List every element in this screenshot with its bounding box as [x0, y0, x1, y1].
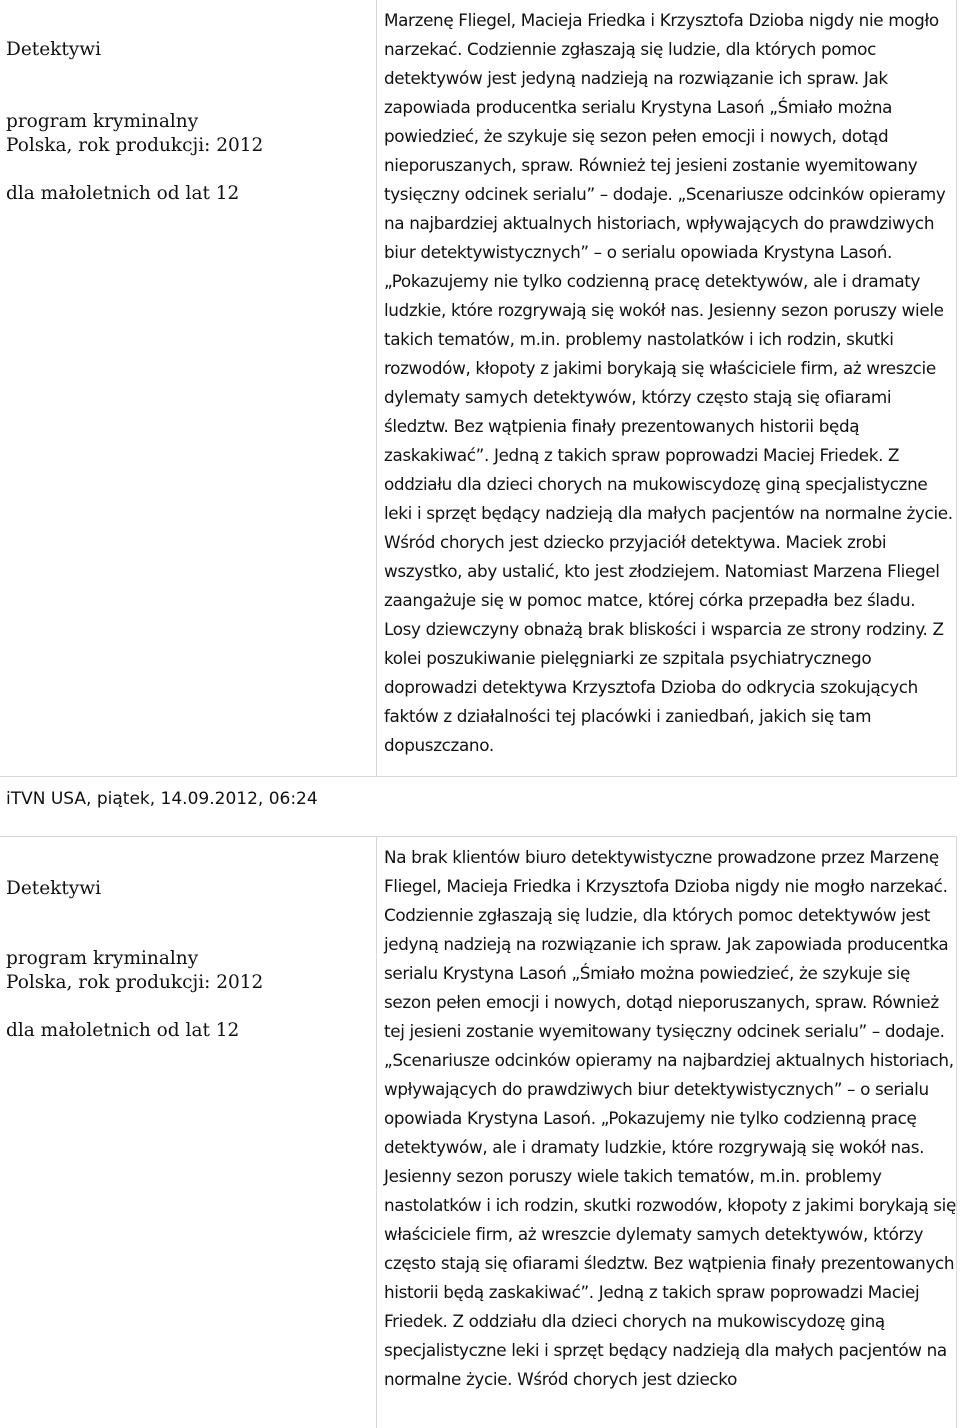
schedule-header: iTVN USA, piątek, 14.09.2012, 06:24: [6, 789, 318, 809]
program-entry: [0, 836, 960, 1428]
program-genre: program kryminalny: [6, 111, 199, 132]
program-production: Polska, rok produkcji: 2012: [6, 135, 264, 156]
program-genre: program kryminalny: [6, 948, 199, 969]
program-description: Na brak klientów biuro detektywistyczne prowadzone przez Marzenę Fliegel, Macieja Friedka i Krzysztofa Dzioba nigdy nie mogło narzekać. Codziennie zgłaszają się ludzie, dla których pomoc detektywów jest jedyną nadzieją na rozwiązanie ich spraw. Jak zapowiada producentka serialu Krystyna Lasoń „Śmiało można powiedzieć, że szykuje się sezon pełen emocji i nowych, dotąd nieporuszanych, spraw. Również tej jesieni zostanie wyemitowany tysięczny odcinek serialu” – dodaje. „Scenariusze odcinków opieramy na najbardziej aktualnych historiach, wpływających do prawdziwych biur detektywistycznych” – o serialu opowiada Krystyna Lasoń. „Pokazujemy nie tylko codzienną pracę detektywów, ale i dramaty ludzkie, które rozgrywają się wokół nas. Jesienny sezon poruszy wiele takich tematów, m.in. problemy nastolatków i ich rodzin, skutki rozwodów, kłopoty z jakimi borykają się właściciele firm, aż wreszcie dylematy samych detektywów, którzy często stają się ofiarami śledztw. Bez wątpienia finały prezentowanych historii będą zaskakiwać”. Jedną z takich spraw poprowadzi Maciej Friedek. Z oddziału dla dzieci chorych na mukowiscydozę giną specjalistyczne leki i sprzęt będący nadzieją dla małych pacjentów na normalne życie. Wśród chorych jest dziecko: [384, 847, 956, 1389]
program-title: Detektywi: [6, 878, 102, 899]
program-age-rating: dla małoletnich od lat 12: [6, 1020, 240, 1041]
program-production: Polska, rok produkcji: 2012: [6, 972, 264, 993]
program-description: Marzenę Fliegel, Macieja Friedka i Krzysztofa Dzioba nigdy nie mogło narzekać. Codziennie zgłaszają się ludzie, dla których pomoc detektywów jest jedyną nadzieją na rozwiązanie ich spraw. Jak zapowiada producentka serialu Krystyna Lasoń „Śmiało można powiedzieć, że szykuje się sezon pełen emocji i nowych, dotąd nieporuszanych, spraw. Również tej jesieni zostanie wyemitowany tysięczny odcinek serialu” – dodaje. „Scenariusze odcinków opieramy na najbardziej aktualnych historiach, wpływających do prawdziwych biur detektywistycznych” – o serialu opowiada Krystyna Lasoń. „Pokazujemy nie tylko codzienną pracę detektywów, ale i dramaty ludzkie, które rozgrywają się wokół nas. Jesienny sezon poruszy wiele takich tematów, m.in. problemy nastolatków i ich rodzin, skutki rozwodów, kłopoty z jakimi borykają się właściciele firm, aż wreszcie dylematy samych detektywów, którzy często stają się ofiarami śledztw. Bez wątpienia finały prezentowanych historii będą zaskakiwać”. Jedną z takich spraw poprowadzi Maciej Friedek. Z oddziału dla dzieci chorych na mukowiscydozę giną specjalistyczne leki i sprzęt będący nadzieją dla małych pacjentów na normalne życie. Wśród chorych jest dziecko przyjaciół detektywa. Maciek zrobi wszystko, aby ustalić, kto jest złodziejem. Natomiast Marzena Fliegel zaangażuje się w pomoc matce, której córka przepadła bez śladu. Losy dziewczyny obnażą brak bliskości i wsparcia ze strony rodziny. Z kolei poszukiwanie pielęgniarki ze szpitala psychiatrycznego doprowadzi detektywa Krzysztofa Dzioba do odkrycia szokujących faktów z działalności tej placówki i zaniedbań, jakich się tam dopuszczano.: [384, 10, 953, 755]
program-meta-cell: [0, 0, 377, 777]
program-meta-cell: [0, 836, 377, 1428]
program-age-rating: dla małoletnich od lat 12: [6, 183, 240, 204]
program-description-cell: [376, 0, 957, 777]
program-title: Detektywi: [6, 39, 102, 60]
program-description-cell: [376, 836, 957, 1428]
